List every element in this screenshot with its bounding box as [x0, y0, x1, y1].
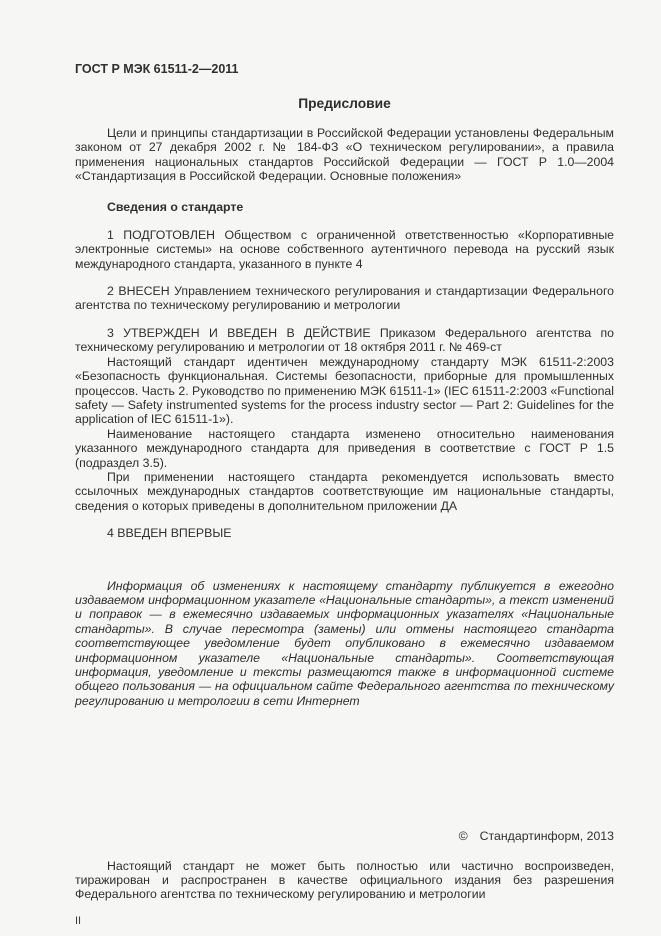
item-4-first-time: 4 ВВЕДЕН ВПЕРВЫЕ — [107, 526, 232, 541]
intro-paragraph: Цели и принципы стандартизации в Российской Федерации установлены Федеральным законом от 27 декабря 2002 г. № 184-ФЗ «О техническом регулировании», а правила применения национальных стандартов Российской Федерации — ГОСТ Р 1.0—2004 «Стандартизация в Российской Федерации. Основные положения» — [75, 125, 614, 184]
reproduction-note: Настоящий стандарт не может быть полностью или частично воспроизведен, тиражирован и распространен в качестве официального издания без разрешения Федерального агентства по техническому регулированию и метрологии — [75, 858, 614, 902]
copyright-text: Стандартинформ, 2013 — [479, 829, 614, 844]
amendments-note: Информация об изменениях к настоящему стандарту публикуется в ежегодно издаваемом информационном указателе «Национальные стандарты», а текст изменений и поправок — в ежемесячно издаваемых информационных указателях «Национальные стандарты». В случае пересмотра (замены) или отмены настоящего стандарта соответствующее уведомление будет опубликовано в ежемесячно издаваемом информационном указателе «Национальные стандарты». Соответствующая информация, уведомление и тексты размещаются также в информационной системе общего пользования — на официальном сайте Федерального агентства по техническому регулированию и метрологии в сети Интернет — [75, 578, 614, 708]
copyright-line — [75, 829, 614, 843]
page-number: II — [75, 914, 82, 927]
item-3-approved: 3 УТВЕРЖДЕН И ВВЕДЕН В ДЕЙСТВИЕ Приказом Федерального агентства по техническому регулированию и метрологии от 18 октября 2011 г. № 469-ст — [75, 325, 614, 355]
item-1-prepared: 1 ПОДГОТОВЛЕН Обществом с ограниченной ответственностью «Корпоративные электронные системы» на основе собственного аутентичного перевода на русский язык международного стандарта, указанного в пункте 4 — [75, 227, 614, 271]
doc-code: ГОСТ Р МЭК 61511-2—2011 — [75, 62, 239, 76]
item-2-submitted: 2 ВНЕСЕН Управлением технического регулирования и стандартизации Федерального агентства по техническому регулированию и метрологии — [75, 284, 614, 313]
standard-info-heading: Сведения о стандарте — [107, 200, 244, 215]
copyright-symbol: © — [458, 829, 468, 844]
page-title: Предисловие — [298, 96, 391, 112]
references-paragraph: При применении настоящего стандарта рекомендуется использовать вместо ссылочных международных стандартов соответствующие им национальные стандарты, сведения о которых приведены в дополнительном приложении ДА — [75, 469, 614, 513]
renaming-paragraph: Наименование настоящего стандарта изменено относительно наименования указанного международного стандарта для приведения в соответствие с ГОСТ Р 1.5 (подраздел 3.5). — [75, 426, 614, 470]
identity-paragraph: Настоящий стандарт идентичен международному стандарту МЭК 61511-2:2003 «Безопасность функциональная. Системы безопасности, приборные для промышленных процессов. Часть 2. Руководство по применению МЭК 61511-1» (IEC 61511-2:2003 «Functional safety — Safety instrumented systems for the process industry sector — Part 2: Guidelines for the application of IEC 61511-1»). — [75, 354, 614, 427]
